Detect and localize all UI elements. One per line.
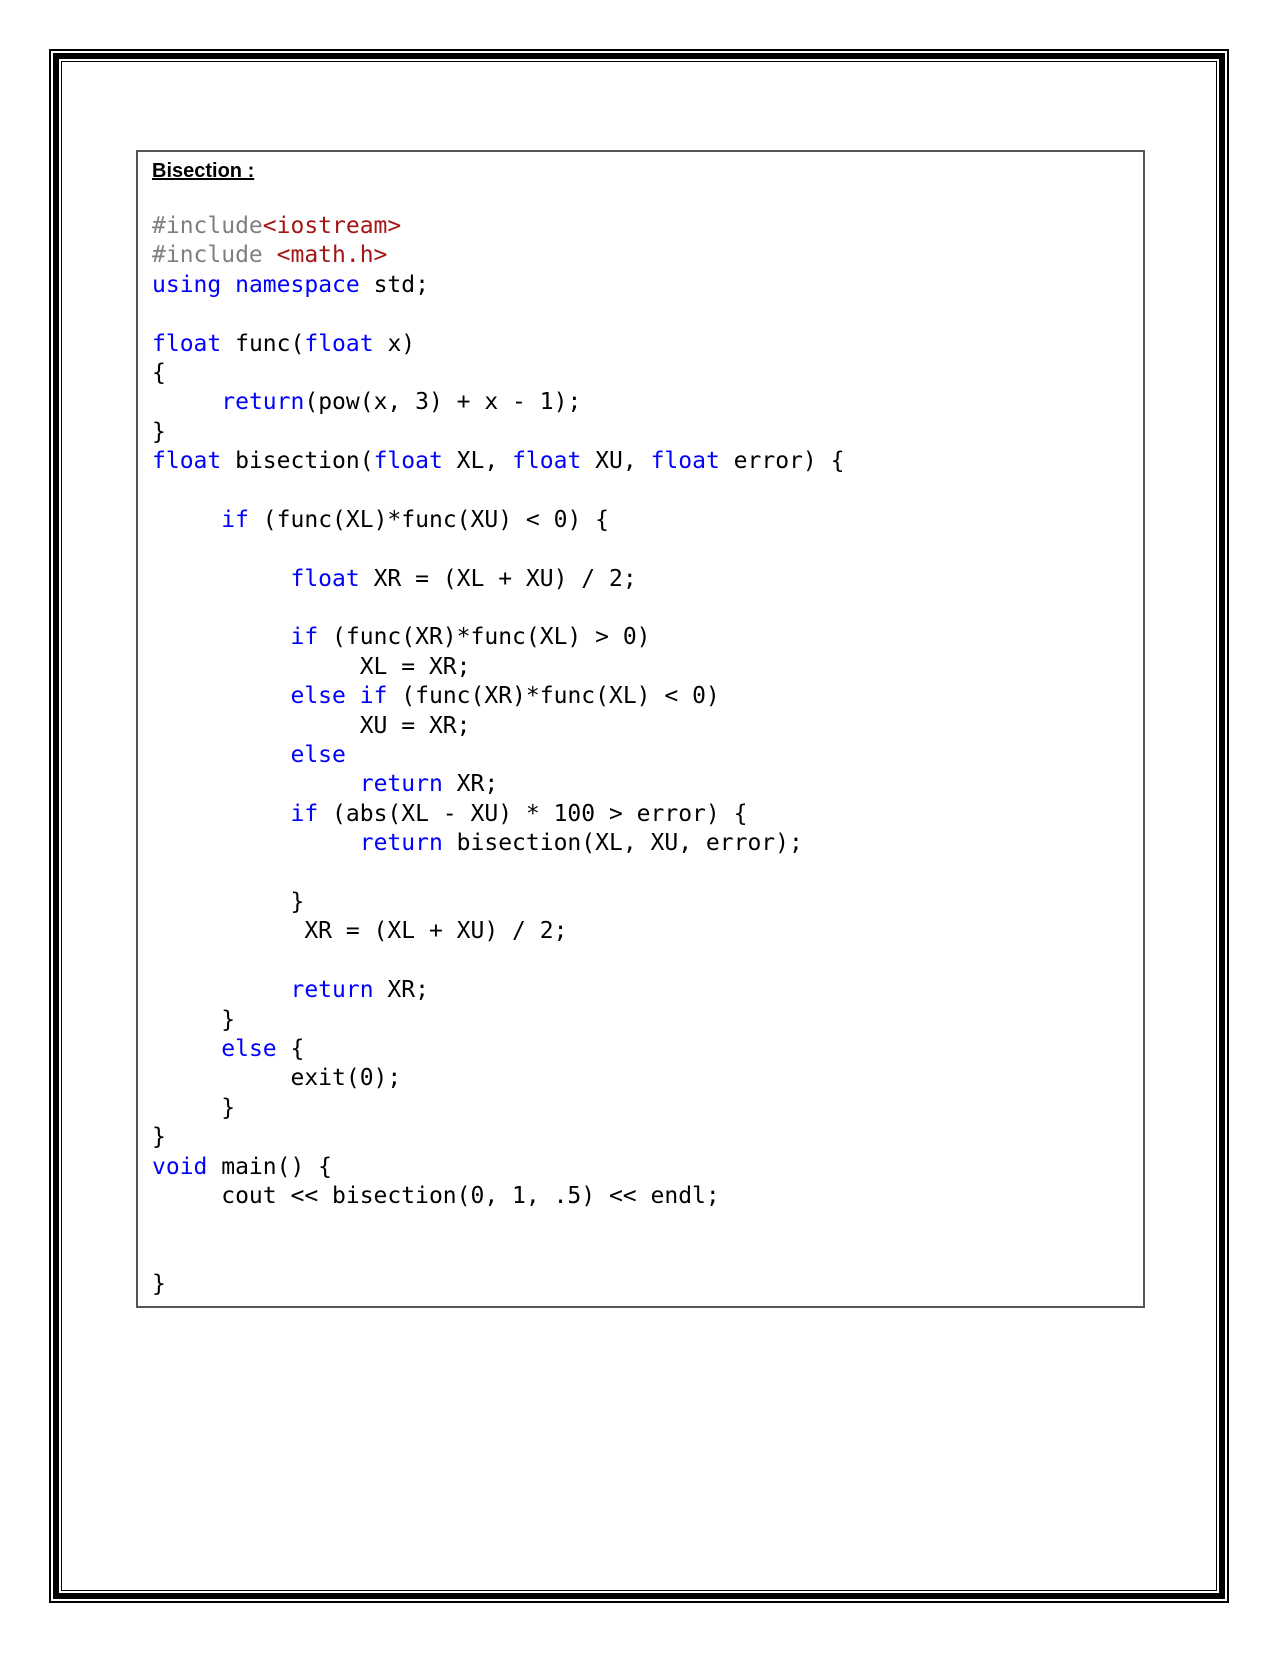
code-token bbox=[152, 771, 360, 797]
code-keyword: float bbox=[152, 330, 222, 357]
code-token: main() { bbox=[207, 1153, 333, 1180]
section-title: Bisection : bbox=[152, 160, 255, 182]
code-line bbox=[152, 829, 1133, 858]
code-line bbox=[152, 653, 1133, 682]
code-keyword: if bbox=[290, 624, 319, 651]
code-line bbox=[152, 300, 1133, 329]
code-line bbox=[152, 947, 1133, 976]
code-line bbox=[152, 506, 1133, 535]
code-token: error) { bbox=[719, 448, 845, 475]
code-line bbox=[152, 359, 1133, 388]
code-token: x) bbox=[373, 330, 416, 357]
code-token: } bbox=[152, 1271, 166, 1298]
code-keyword: float bbox=[290, 565, 360, 592]
code-token: (abs(XL - XU) * 100 > error) { bbox=[318, 800, 748, 827]
code-token: cout << bisection(0, 1, .5) << endl; bbox=[152, 1182, 720, 1209]
code-token-pre: #include bbox=[152, 242, 277, 269]
code-token bbox=[152, 801, 290, 827]
code-token-inc: <math.h> bbox=[276, 242, 388, 269]
code-token bbox=[152, 977, 290, 1003]
code-keyword: return bbox=[221, 389, 305, 416]
code-line bbox=[152, 241, 1133, 270]
code-line bbox=[152, 1064, 1133, 1093]
code-line bbox=[152, 330, 1133, 359]
code-line bbox=[152, 888, 1133, 917]
code-token bbox=[152, 742, 290, 768]
code-line bbox=[152, 1153, 1133, 1182]
code-token: XU, bbox=[581, 448, 651, 475]
code-token: } bbox=[152, 888, 305, 915]
code-line bbox=[152, 741, 1133, 770]
code-listing bbox=[152, 212, 1133, 1299]
code-keyword: void bbox=[152, 1153, 208, 1180]
code-line bbox=[152, 917, 1133, 946]
code-line bbox=[152, 682, 1133, 711]
code-token: bisection(XL, XU, error); bbox=[442, 830, 803, 857]
code-line bbox=[152, 1270, 1133, 1299]
code-token: } bbox=[152, 1006, 236, 1033]
code-token: } bbox=[152, 1094, 236, 1121]
code-token: (pow(x, 3) + x - 1); bbox=[304, 389, 582, 416]
code-line bbox=[152, 770, 1133, 799]
code-line bbox=[152, 418, 1133, 447]
code-keyword: if bbox=[359, 683, 388, 710]
code-token: } bbox=[152, 1124, 166, 1151]
code-keyword: float bbox=[152, 448, 222, 475]
code-keyword: float bbox=[304, 330, 374, 357]
code-line bbox=[152, 1182, 1133, 1211]
code-line bbox=[152, 800, 1133, 829]
code-token: XL, bbox=[442, 448, 513, 475]
code-keyword: float bbox=[512, 448, 582, 475]
code-line bbox=[152, 447, 1133, 476]
code-token bbox=[152, 389, 221, 415]
code-keyword: if bbox=[290, 800, 319, 827]
code-keyword: return bbox=[359, 830, 443, 857]
code-keyword: return bbox=[290, 977, 374, 1004]
code-token bbox=[346, 683, 360, 709]
code-token: } bbox=[152, 418, 166, 445]
code-token: { bbox=[152, 359, 166, 386]
code-token: XU = XR; bbox=[152, 712, 471, 739]
code-token: XR; bbox=[373, 977, 429, 1004]
code-token: XR = (XL + XU) / 2; bbox=[359, 565, 637, 592]
code-line bbox=[152, 976, 1133, 1005]
code-line bbox=[152, 1241, 1133, 1270]
code-line bbox=[152, 1211, 1133, 1240]
code-token bbox=[152, 507, 221, 533]
code-keyword: namespace bbox=[235, 271, 360, 298]
code-line bbox=[152, 388, 1133, 417]
code-token bbox=[152, 624, 290, 650]
code-keyword: using bbox=[152, 271, 222, 298]
code-token: XR = (XL + XU) / 2; bbox=[152, 918, 568, 945]
code-keyword: else bbox=[221, 1035, 277, 1062]
code-line bbox=[152, 594, 1133, 623]
code-token: bisection( bbox=[221, 448, 374, 475]
code-keyword: else bbox=[290, 742, 346, 769]
code-line bbox=[152, 1035, 1133, 1064]
code-line bbox=[152, 271, 1133, 300]
code-line bbox=[152, 859, 1133, 888]
code-token: std; bbox=[359, 271, 429, 298]
code-token bbox=[152, 1036, 221, 1062]
code-keyword: else bbox=[290, 683, 346, 710]
code-token: { bbox=[276, 1035, 305, 1062]
code-keyword: return bbox=[359, 771, 443, 798]
code-token: func( bbox=[221, 330, 305, 357]
code-line bbox=[152, 1006, 1133, 1035]
code-line bbox=[152, 535, 1133, 564]
code-line bbox=[152, 1123, 1133, 1152]
code-token: exit(0); bbox=[152, 1065, 402, 1092]
code-box bbox=[136, 150, 1145, 1308]
code-line bbox=[152, 1094, 1133, 1123]
code-token-pre: #include bbox=[152, 213, 263, 239]
code-line bbox=[152, 623, 1133, 652]
code-token bbox=[152, 683, 290, 709]
code-line bbox=[152, 477, 1133, 506]
code-line bbox=[152, 212, 1133, 241]
code-token: (func(XR)*func(XL) < 0) bbox=[387, 683, 720, 710]
code-token bbox=[152, 830, 360, 856]
code-line bbox=[152, 712, 1133, 741]
code-token: (func(XL)*func(XU) < 0) { bbox=[248, 506, 609, 533]
code-keyword: float bbox=[650, 448, 720, 475]
code-token: XL = XR; bbox=[152, 653, 471, 680]
code-token: XR; bbox=[442, 771, 499, 798]
code-token: (func(XR)*func(XL) > 0) bbox=[318, 624, 651, 651]
code-keyword: if bbox=[221, 506, 249, 533]
code-keyword: float bbox=[373, 448, 443, 475]
code-line bbox=[152, 565, 1133, 594]
code-token bbox=[152, 566, 290, 592]
code-token bbox=[221, 272, 235, 298]
code-token-inc: <iostream> bbox=[262, 213, 402, 239]
